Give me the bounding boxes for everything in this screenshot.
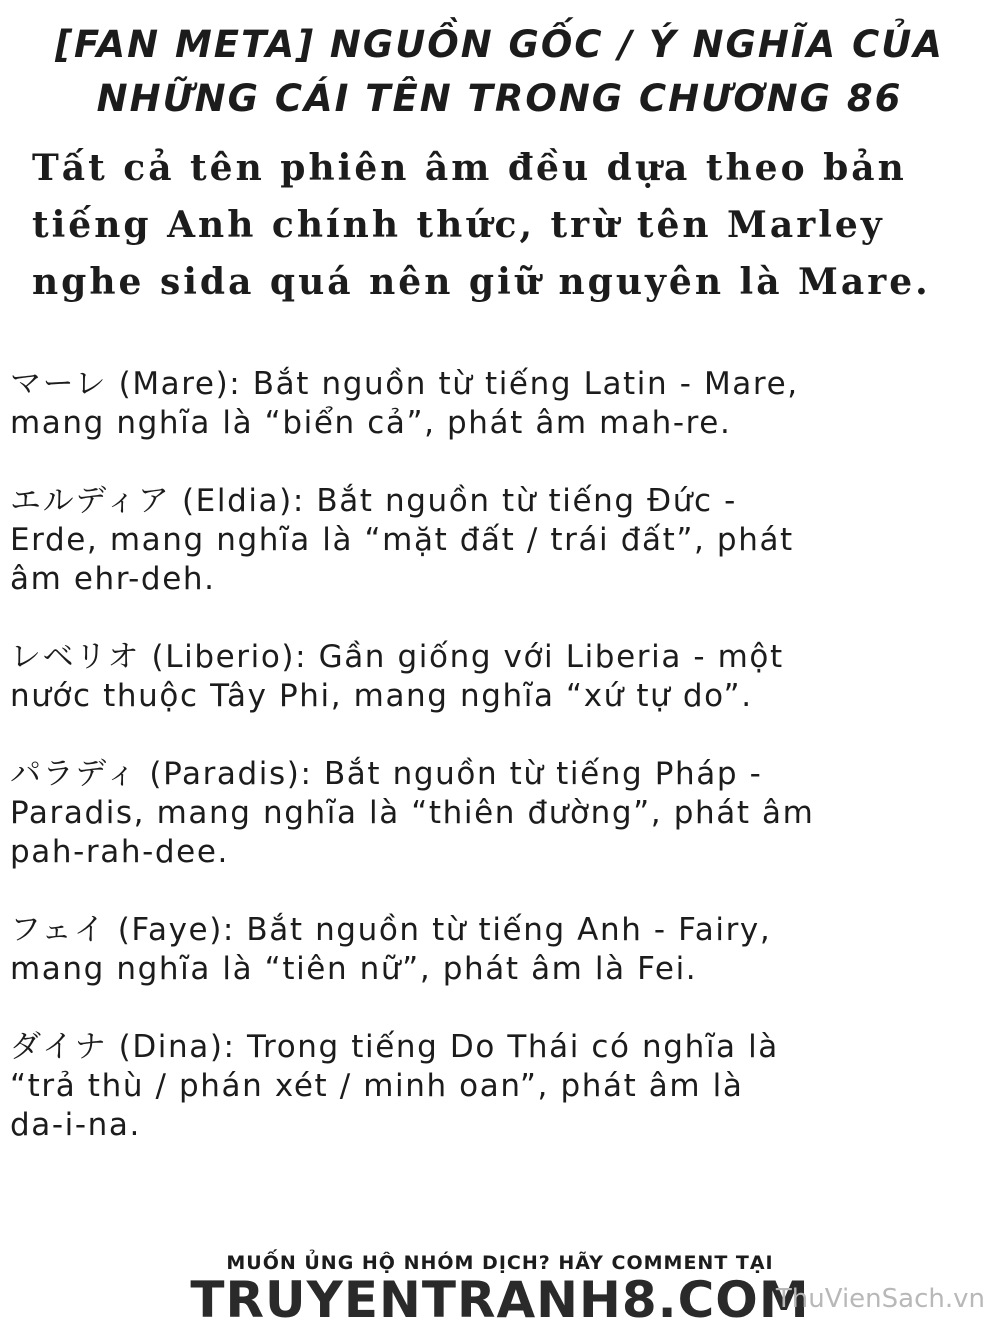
entry-line: マーレ (Mare): Bắt nguồn từ tiếng Latin - Mare, (10, 366, 799, 402)
note-line-1: Tất cả tên phiên âm đều dựa theo bản (32, 147, 907, 189)
entry-faye (10, 911, 989, 989)
entry-line: nước thuộc Tây Phi, mang nghĩa “xứ tự do”. (10, 678, 753, 714)
entry-line: da-i-na. (10, 1107, 141, 1143)
title-line-1: [FAN META] NGUỒN GỐC / Ý NGHĨA CỦA (55, 23, 944, 66)
footer-credit (150, 1250, 850, 1329)
note-line-2: tiếng Anh chính thức, trừ tên Marley (32, 204, 885, 246)
entry-mare (10, 365, 989, 443)
name-entries (10, 365, 989, 1145)
entry-line: パラディ (Paradis): Bắt nguồn từ tiếng Pháp - (10, 756, 763, 792)
entry-line: pah-rah-dee. (10, 834, 229, 870)
entry-line: mang nghĩa là “tiên nữ”, phát âm là Fei. (10, 951, 698, 987)
entry-line: Erde, mang nghĩa là “mặt đất / trái đất”, phát (10, 522, 794, 558)
entry-line: mang nghĩa là “biển cả”, phát âm mah-re. (10, 405, 732, 441)
title-line-2: NHỮNG CÁI TÊN TRONG CHƯƠNG 86 (96, 77, 903, 120)
entry-eldia (10, 482, 989, 599)
footer-site-link[interactable]: TRUYENTRANH8.COM (190, 1271, 810, 1329)
entry-line: “trả thù / phán xét / minh oan”, phát âm là (10, 1068, 744, 1104)
entry-line: レベリオ (Liberio): Gần giống với Liberia - một (10, 639, 784, 675)
translator-note (32, 140, 975, 311)
entry-line: âm ehr-deh. (10, 561, 216, 597)
entry-line: Paradis, mang nghĩa là “thiên đường”, phát âm (10, 795, 815, 831)
page-title (20, 18, 979, 126)
entry-dina (10, 1028, 989, 1145)
entry-line: エルディア (Eldia): Bắt nguồn từ tiếng Đức - (10, 483, 737, 519)
entry-liberio (10, 638, 989, 716)
entry-line: フェイ (Faye): Bắt nguồn từ tiếng Anh - Fairy, (10, 912, 772, 948)
footer-tagline: MUỐN ỦNG HỘ NHÓM DỊCH? HÃY COMMENT TẠI (226, 1252, 774, 1274)
entry-paradis (10, 755, 989, 872)
entry-line: ダイナ (Dina): Trong tiếng Do Thái có nghĩa là (10, 1029, 779, 1065)
note-line-3: nghe sida quá nên giữ nguyên là Mare. (32, 261, 931, 303)
watermark: ThuVienSach.vn (775, 1284, 985, 1314)
